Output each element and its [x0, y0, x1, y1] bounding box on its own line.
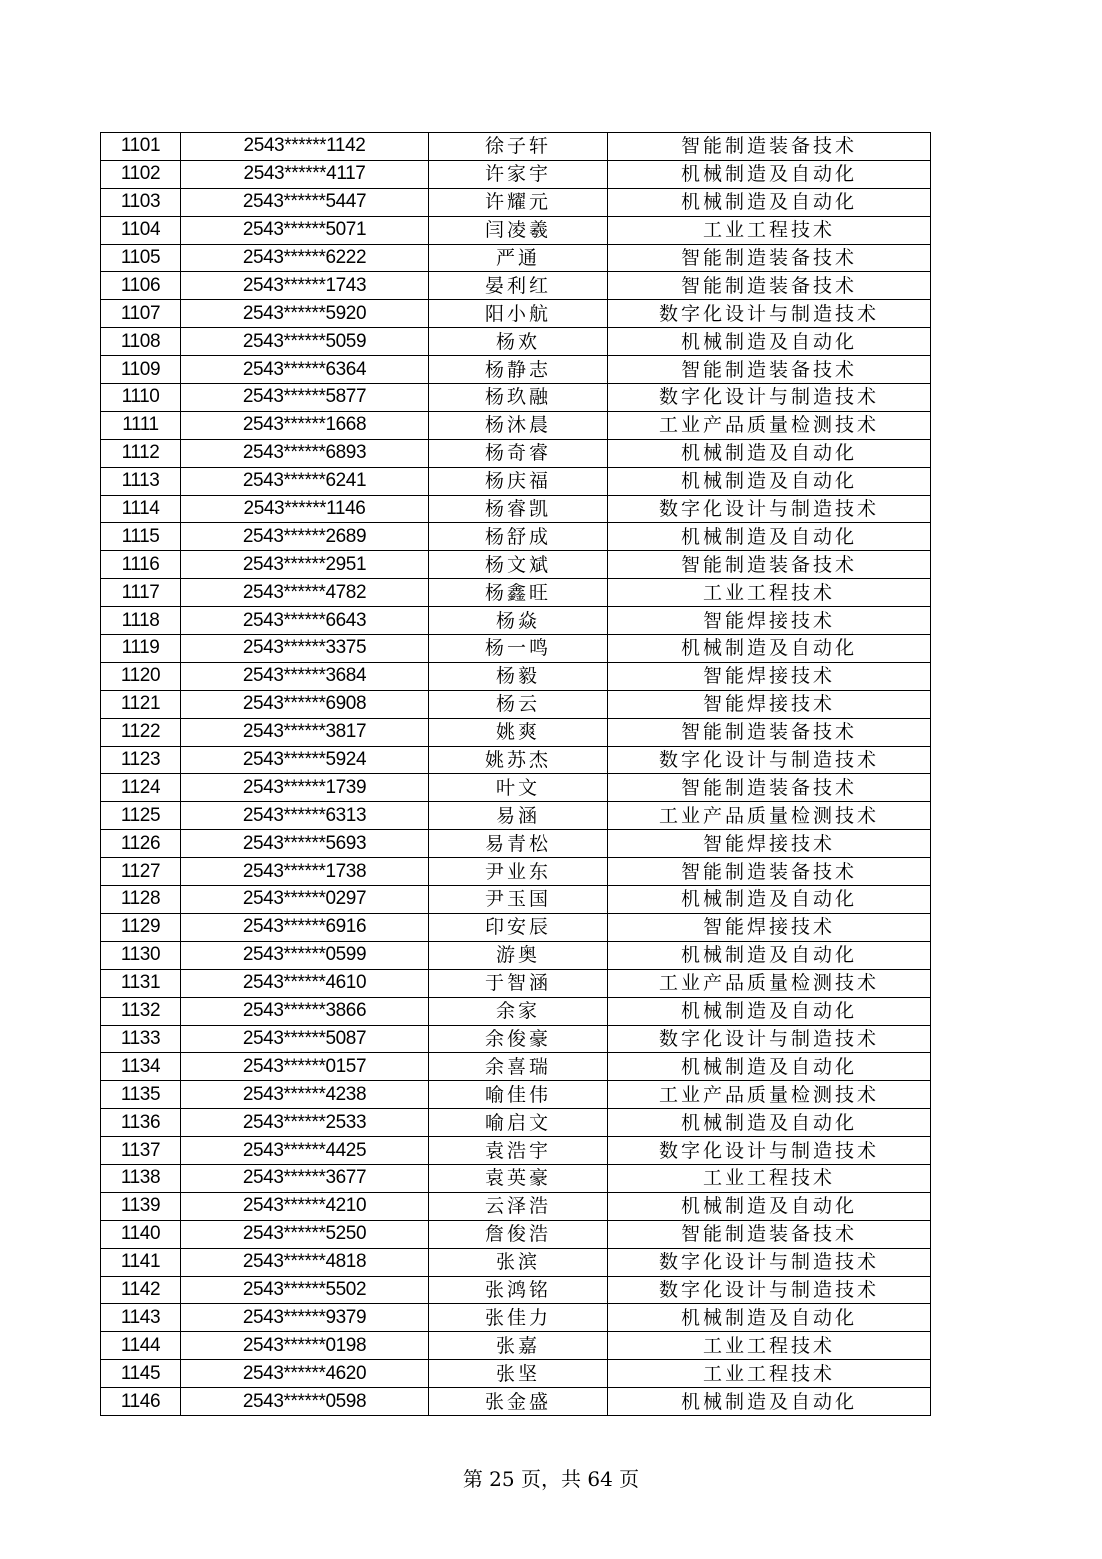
serial-number-cell: 1138 — [101, 1164, 181, 1192]
exam-id-cell: 2543******9379 — [181, 1304, 429, 1332]
student-name-cell: 严通 — [429, 244, 608, 272]
serial-number-cell: 1113 — [101, 467, 181, 495]
exam-id-cell: 2543******5071 — [181, 216, 429, 244]
exam-id-cell: 2543******1738 — [181, 858, 429, 886]
exam-id-cell: 2543******4238 — [181, 1081, 429, 1109]
table-row — [101, 1025, 931, 1053]
table-row — [101, 746, 931, 774]
exam-id-cell: 2543******3677 — [181, 1164, 429, 1192]
table-row — [101, 1109, 931, 1137]
student-name-cell: 徐子轩 — [429, 133, 608, 161]
student-name-cell: 杨沐晨 — [429, 411, 608, 439]
serial-number-cell: 1137 — [101, 1137, 181, 1165]
student-name-cell: 余喜瑞 — [429, 1053, 608, 1081]
student-name-cell: 杨舒成 — [429, 523, 608, 551]
serial-number-cell: 1124 — [101, 774, 181, 802]
table-row — [101, 1388, 931, 1416]
serial-number-cell: 1112 — [101, 439, 181, 467]
table-row — [101, 467, 931, 495]
major-cell: 智能焊接技术 — [608, 830, 931, 858]
student-name-cell: 杨睿凯 — [429, 495, 608, 523]
exam-id-cell: 2543******5447 — [181, 188, 429, 216]
student-name-cell: 尹业东 — [429, 858, 608, 886]
page-footer: 第 25 页，共 64 页 — [462, 1467, 640, 1491]
major-cell: 工业工程技术 — [608, 1332, 931, 1360]
serial-number-cell: 1123 — [101, 746, 181, 774]
major-cell: 智能制造装备技术 — [608, 718, 931, 746]
exam-id-cell: 2543******6313 — [181, 802, 429, 830]
serial-number-cell: 1145 — [101, 1360, 181, 1388]
serial-number-cell: 1146 — [101, 1388, 181, 1416]
serial-number-cell: 1139 — [101, 1192, 181, 1220]
student-name-cell: 杨静志 — [429, 356, 608, 384]
major-cell: 智能制造装备技术 — [608, 272, 931, 300]
exam-id-cell: 2543******4117 — [181, 160, 429, 188]
student-name-cell: 于智涵 — [429, 969, 608, 997]
exam-id-cell: 2543******4818 — [181, 1248, 429, 1276]
table-row — [101, 913, 931, 941]
exam-id-cell: 2543******3817 — [181, 718, 429, 746]
major-cell: 工业产品质量检测技术 — [608, 411, 931, 439]
serial-number-cell: 1132 — [101, 997, 181, 1025]
serial-number-cell: 1102 — [101, 160, 181, 188]
table-row — [101, 1164, 931, 1192]
major-cell: 数字化设计与制造技术 — [608, 746, 931, 774]
exam-id-cell: 2543******3375 — [181, 635, 429, 663]
student-name-cell: 袁浩宇 — [429, 1137, 608, 1165]
student-name-cell: 张金盛 — [429, 1388, 608, 1416]
table-row — [101, 607, 931, 635]
major-cell: 机械制造及自动化 — [608, 439, 931, 467]
student-name-cell: 袁英豪 — [429, 1164, 608, 1192]
serial-number-cell: 1144 — [101, 1332, 181, 1360]
exam-id-cell: 2543******1668 — [181, 411, 429, 439]
major-cell: 机械制造及自动化 — [608, 997, 931, 1025]
serial-number-cell: 1127 — [101, 858, 181, 886]
student-name-cell: 杨焱 — [429, 607, 608, 635]
student-name-cell: 许耀元 — [429, 188, 608, 216]
table-row — [101, 997, 931, 1025]
table-row — [101, 160, 931, 188]
table-row — [101, 858, 931, 886]
student-name-cell: 杨一鸣 — [429, 635, 608, 663]
student-name-cell: 杨欢 — [429, 328, 608, 356]
serial-number-cell: 1103 — [101, 188, 181, 216]
table-row — [101, 523, 931, 551]
table-row — [101, 495, 931, 523]
student-list-table — [100, 132, 931, 1416]
exam-id-cell: 2543******0157 — [181, 1053, 429, 1081]
exam-id-cell: 2543******4425 — [181, 1137, 429, 1165]
table-row — [101, 1360, 931, 1388]
major-cell: 工业产品质量检测技术 — [608, 1081, 931, 1109]
serial-number-cell: 1141 — [101, 1248, 181, 1276]
student-name-cell: 喻启文 — [429, 1109, 608, 1137]
exam-id-cell: 2543******6222 — [181, 244, 429, 272]
exam-id-cell: 2543******5250 — [181, 1220, 429, 1248]
exam-id-cell: 2543******1142 — [181, 133, 429, 161]
exam-id-cell: 2543******5877 — [181, 384, 429, 412]
student-name-cell: 杨奇睿 — [429, 439, 608, 467]
exam-id-cell: 2543******4782 — [181, 579, 429, 607]
serial-number-cell: 1108 — [101, 328, 181, 356]
student-name-cell: 杨鑫旺 — [429, 579, 608, 607]
exam-id-cell: 2543******6241 — [181, 467, 429, 495]
student-name-cell: 杨玖融 — [429, 384, 608, 412]
major-cell: 机械制造及自动化 — [608, 467, 931, 495]
table-row — [101, 1192, 931, 1220]
major-cell: 数字化设计与制造技术 — [608, 1137, 931, 1165]
table-row — [101, 1220, 931, 1248]
table-row — [101, 328, 931, 356]
student-name-cell: 喻佳伟 — [429, 1081, 608, 1109]
exam-id-cell: 2543******6916 — [181, 913, 429, 941]
exam-id-cell: 2543******0297 — [181, 886, 429, 914]
major-cell: 机械制造及自动化 — [608, 188, 931, 216]
serial-number-cell: 1130 — [101, 941, 181, 969]
major-cell: 智能制造装备技术 — [608, 1220, 931, 1248]
serial-number-cell: 1135 — [101, 1081, 181, 1109]
major-cell: 数字化设计与制造技术 — [608, 1025, 931, 1053]
serial-number-cell: 1142 — [101, 1276, 181, 1304]
serial-number-cell: 1136 — [101, 1109, 181, 1137]
student-name-cell: 阳小航 — [429, 300, 608, 328]
exam-id-cell: 2543******5059 — [181, 328, 429, 356]
serial-number-cell: 1140 — [101, 1220, 181, 1248]
student-name-cell: 杨文斌 — [429, 551, 608, 579]
student-name-cell: 余俊豪 — [429, 1025, 608, 1053]
exam-id-cell: 2543******2533 — [181, 1109, 429, 1137]
major-cell: 智能焊接技术 — [608, 690, 931, 718]
major-cell: 机械制造及自动化 — [608, 328, 931, 356]
serial-number-cell: 1109 — [101, 356, 181, 384]
student-name-cell: 余家 — [429, 997, 608, 1025]
table-row — [101, 941, 931, 969]
exam-id-cell: 2543******6908 — [181, 690, 429, 718]
table-row — [101, 830, 931, 858]
serial-number-cell: 1104 — [101, 216, 181, 244]
major-cell: 数字化设计与制造技术 — [608, 495, 931, 523]
table-row — [101, 384, 931, 412]
major-cell: 智能制造装备技术 — [608, 133, 931, 161]
major-cell: 工业产品质量检测技术 — [608, 969, 931, 997]
major-cell: 机械制造及自动化 — [608, 635, 931, 663]
exam-id-cell: 2543******3866 — [181, 997, 429, 1025]
exam-id-cell: 2543******4210 — [181, 1192, 429, 1220]
table-row — [101, 551, 931, 579]
major-cell: 数字化设计与制造技术 — [608, 300, 931, 328]
table-row — [101, 188, 931, 216]
major-cell: 数字化设计与制造技术 — [608, 384, 931, 412]
table-row — [101, 133, 931, 161]
exam-id-cell: 2543******6893 — [181, 439, 429, 467]
serial-number-cell: 1101 — [101, 133, 181, 161]
major-cell: 工业产品质量检测技术 — [608, 802, 931, 830]
major-cell: 机械制造及自动化 — [608, 941, 931, 969]
serial-number-cell: 1143 — [101, 1304, 181, 1332]
serial-number-cell: 1105 — [101, 244, 181, 272]
student-name-cell: 叶文 — [429, 774, 608, 802]
serial-number-cell: 1125 — [101, 802, 181, 830]
table-row — [101, 1081, 931, 1109]
major-cell: 数字化设计与制造技术 — [608, 1248, 931, 1276]
exam-id-cell: 2543******0598 — [181, 1388, 429, 1416]
serial-number-cell: 1116 — [101, 551, 181, 579]
table-row — [101, 272, 931, 300]
major-cell: 机械制造及自动化 — [608, 1304, 931, 1332]
table-row — [101, 662, 931, 690]
major-cell: 工业工程技术 — [608, 216, 931, 244]
major-cell: 智能制造装备技术 — [608, 356, 931, 384]
table-row — [101, 1276, 931, 1304]
table-body — [101, 133, 931, 1416]
student-name-cell: 杨毅 — [429, 662, 608, 690]
student-name-cell: 姚苏杰 — [429, 746, 608, 774]
exam-id-cell: 2543******6364 — [181, 356, 429, 384]
exam-id-cell: 2543******1739 — [181, 774, 429, 802]
student-name-cell: 许家宇 — [429, 160, 608, 188]
student-name-cell: 姚爽 — [429, 718, 608, 746]
serial-number-cell: 1115 — [101, 523, 181, 551]
major-cell: 机械制造及自动化 — [608, 1192, 931, 1220]
student-name-cell: 杨云 — [429, 690, 608, 718]
major-cell: 工业工程技术 — [608, 579, 931, 607]
exam-id-cell: 2543******5924 — [181, 746, 429, 774]
student-name-cell: 闫凌羲 — [429, 216, 608, 244]
student-name-cell: 游奥 — [429, 941, 608, 969]
table-row — [101, 886, 931, 914]
student-name-cell: 印安辰 — [429, 913, 608, 941]
table-row — [101, 1137, 931, 1165]
major-cell: 智能焊接技术 — [608, 607, 931, 635]
major-cell: 机械制造及自动化 — [608, 886, 931, 914]
serial-number-cell: 1114 — [101, 495, 181, 523]
serial-number-cell: 1106 — [101, 272, 181, 300]
student-name-cell: 张嘉 — [429, 1332, 608, 1360]
student-name-cell: 易涵 — [429, 802, 608, 830]
exam-id-cell: 2543******2951 — [181, 551, 429, 579]
major-cell: 机械制造及自动化 — [608, 523, 931, 551]
table-row — [101, 439, 931, 467]
student-name-cell: 张坚 — [429, 1360, 608, 1388]
major-cell: 机械制造及自动化 — [608, 1109, 931, 1137]
serial-number-cell: 1134 — [101, 1053, 181, 1081]
table-row — [101, 356, 931, 384]
table-row — [101, 718, 931, 746]
table-row — [101, 635, 931, 663]
table-row — [101, 1332, 931, 1360]
exam-id-cell: 2543******0198 — [181, 1332, 429, 1360]
exam-id-cell: 2543******5502 — [181, 1276, 429, 1304]
serial-number-cell: 1120 — [101, 662, 181, 690]
major-cell: 机械制造及自动化 — [608, 1388, 931, 1416]
serial-number-cell: 1107 — [101, 300, 181, 328]
table-row — [101, 216, 931, 244]
student-name-cell: 张佳力 — [429, 1304, 608, 1332]
serial-number-cell: 1126 — [101, 830, 181, 858]
student-name-cell: 杨庆福 — [429, 467, 608, 495]
student-name-cell: 尹玉国 — [429, 886, 608, 914]
exam-id-cell: 2543******6643 — [181, 607, 429, 635]
serial-number-cell: 1128 — [101, 886, 181, 914]
student-name-cell: 张滨 — [429, 1248, 608, 1276]
table-row — [101, 300, 931, 328]
major-cell: 工业工程技术 — [608, 1164, 931, 1192]
major-cell: 机械制造及自动化 — [608, 160, 931, 188]
table-row — [101, 802, 931, 830]
major-cell: 智能制造装备技术 — [608, 858, 931, 886]
table-row — [101, 411, 931, 439]
exam-id-cell: 2543******4610 — [181, 969, 429, 997]
table-row — [101, 1304, 931, 1332]
major-cell: 工业工程技术 — [608, 1360, 931, 1388]
major-cell: 智能焊接技术 — [608, 913, 931, 941]
exam-id-cell: 2543******5087 — [181, 1025, 429, 1053]
exam-id-cell: 2543******5693 — [181, 830, 429, 858]
exam-id-cell: 2543******1146 — [181, 495, 429, 523]
serial-number-cell: 1119 — [101, 635, 181, 663]
student-name-cell: 张鸿铭 — [429, 1276, 608, 1304]
table-row — [101, 1248, 931, 1276]
serial-number-cell: 1122 — [101, 718, 181, 746]
table-row — [101, 244, 931, 272]
major-cell: 智能制造装备技术 — [608, 244, 931, 272]
student-name-cell: 晏利红 — [429, 272, 608, 300]
major-cell: 智能制造装备技术 — [608, 774, 931, 802]
exam-id-cell: 2543******1743 — [181, 272, 429, 300]
major-cell: 数字化设计与制造技术 — [608, 1276, 931, 1304]
serial-number-cell: 1131 — [101, 969, 181, 997]
major-cell: 智能制造装备技术 — [608, 551, 931, 579]
exam-id-cell: 2543******3684 — [181, 662, 429, 690]
exam-id-cell: 2543******5920 — [181, 300, 429, 328]
exam-id-cell: 2543******2689 — [181, 523, 429, 551]
exam-id-cell: 2543******4620 — [181, 1360, 429, 1388]
student-name-cell: 云泽浩 — [429, 1192, 608, 1220]
table-row — [101, 774, 931, 802]
major-cell: 机械制造及自动化 — [608, 1053, 931, 1081]
serial-number-cell: 1129 — [101, 913, 181, 941]
table-row — [101, 969, 931, 997]
exam-id-cell: 2543******0599 — [181, 941, 429, 969]
serial-number-cell: 1111 — [101, 411, 181, 439]
serial-number-cell: 1121 — [101, 690, 181, 718]
serial-number-cell: 1133 — [101, 1025, 181, 1053]
major-cell: 智能焊接技术 — [608, 662, 931, 690]
table-row — [101, 1053, 931, 1081]
student-name-cell: 詹俊浩 — [429, 1220, 608, 1248]
table-row — [101, 579, 931, 607]
table-row — [101, 690, 931, 718]
student-name-cell: 易青松 — [429, 830, 608, 858]
serial-number-cell: 1117 — [101, 579, 181, 607]
serial-number-cell: 1110 — [101, 384, 181, 412]
serial-number-cell: 1118 — [101, 607, 181, 635]
